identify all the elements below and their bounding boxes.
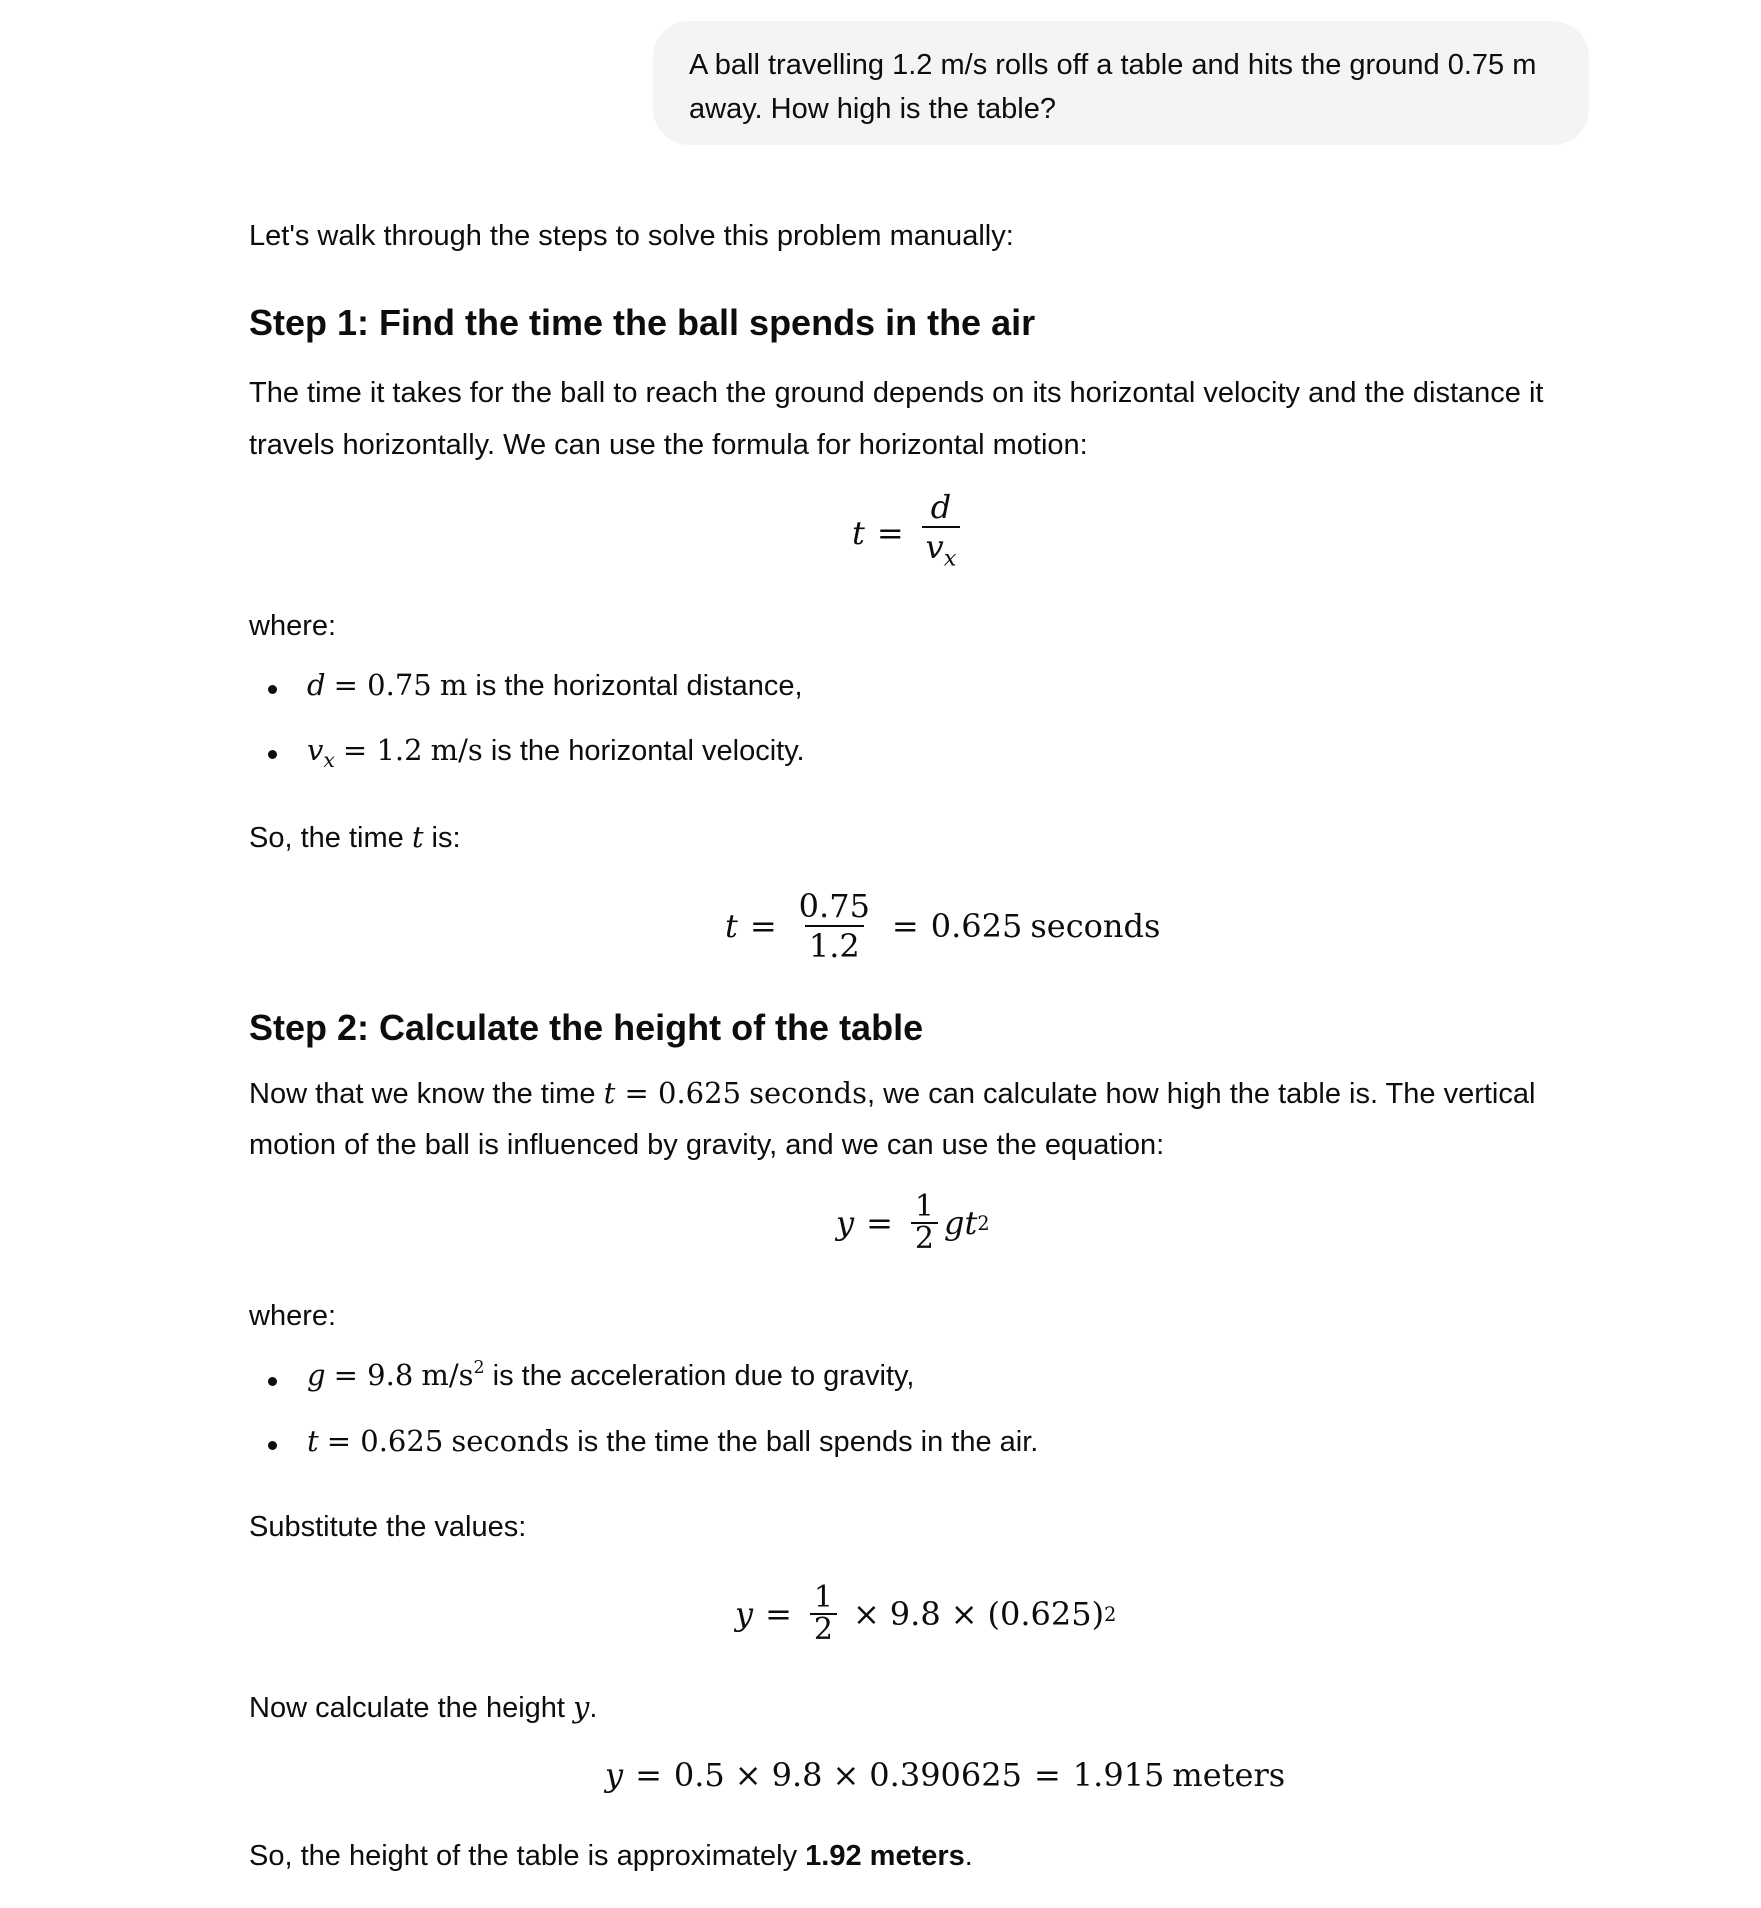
so-time-prefix: So, the time xyxy=(249,822,412,854)
bullet-gravity-text: is the acceleration due to gravity, xyxy=(484,1360,915,1393)
math-seconds: seconds xyxy=(451,1424,570,1458)
math-d: d xyxy=(307,668,326,702)
math-t-result: 0.625 xyxy=(658,1076,742,1110)
math-denominator: 1.2 xyxy=(805,925,864,965)
formula-height xyxy=(836,1189,990,1256)
math-g-value: 9.8 xyxy=(367,1358,414,1393)
math-y: y xyxy=(735,1595,754,1633)
math-t: t xyxy=(307,1424,319,1458)
final-suffix: . xyxy=(964,1840,973,1872)
math-times: × xyxy=(950,1595,978,1633)
final-answer-line xyxy=(249,1840,973,1873)
math-v: v xyxy=(307,733,324,767)
math-eq: = xyxy=(765,1595,792,1633)
math-d-unit: m xyxy=(439,668,468,702)
step2-bullet-gravity: g = 9.8 $m/s^2$ is the acceleration due to gravity, xyxy=(307,1358,915,1393)
math-eq: = xyxy=(635,1756,662,1794)
math-t-result: 0.625 xyxy=(360,1424,444,1458)
step1-heading: Step 1: Find the time the ball spends in the air xyxy=(249,302,1036,343)
math-squared: 2 xyxy=(977,1211,990,1235)
bullet-distance-text: is the horizontal distance, xyxy=(467,670,803,702)
step2-heading: Step 2: Calculate the height of the table xyxy=(249,1007,924,1048)
step1-bullet-velocity: $v_x = 1.2$ m/s is the horizontal velocity. xyxy=(307,733,805,772)
math-y: y xyxy=(605,1756,624,1794)
math-g-value: 9.8 xyxy=(889,1595,941,1633)
bullet-dot xyxy=(268,750,277,759)
step2-para-suffix: , we can calculate how high the table is. The vertical xyxy=(866,1078,1536,1110)
math-seconds: seconds xyxy=(1030,907,1161,945)
fraction-one-half xyxy=(810,1580,837,1647)
math-g-unit: m/s xyxy=(421,1358,474,1393)
formula-time xyxy=(852,488,966,577)
math-seconds: seconds xyxy=(749,1076,867,1110)
now-calc-prefix: Now calculate the height xyxy=(249,1692,574,1724)
bullet-time-text: is the time the ball spends in the air. xyxy=(569,1426,1039,1458)
now-calc-line xyxy=(249,1690,597,1725)
math-eq: = xyxy=(876,513,904,552)
math-d: d xyxy=(930,488,952,526)
math-t: t xyxy=(411,820,424,854)
math-t-squared-value: 0.390625 xyxy=(869,1756,1022,1794)
math-x-subscript: x xyxy=(323,747,335,772)
step2-where: where: xyxy=(249,1300,337,1332)
response-intro: Let's walk through the steps to solve this problem manually: xyxy=(249,220,1014,252)
step1-paragraph: The time it takes for the ball to reach the ground depends on its horizontal velocity and the distance it travels horizontally. We can use the formula for horizontal motion: xyxy=(249,377,1544,461)
math-meters: meters xyxy=(1172,1756,1286,1794)
math-t: t xyxy=(603,1076,616,1110)
step2-paragraph-line1: Now that we know the time t = 0.625 seconds, we can calculate how high the table is. The vertical xyxy=(249,1076,1536,1110)
math-two: 2 xyxy=(911,1222,938,1254)
math-vx-unit: m/s xyxy=(430,733,483,767)
math-times: × xyxy=(852,1595,880,1633)
math-v: v xyxy=(925,528,944,566)
math-times: × xyxy=(734,1756,762,1794)
step2-bullet-time: t = 0.625 seconds is the time the ball spends in the air. xyxy=(307,1424,1039,1458)
math-g: g xyxy=(943,1204,965,1242)
math-squared: 2 xyxy=(473,1358,485,1378)
now-calc-suffix: . xyxy=(589,1692,598,1724)
math-t-result: 0.625 xyxy=(930,907,1023,945)
math-eq: = xyxy=(1033,1756,1061,1794)
so-time-line xyxy=(249,820,461,855)
math-one: 1 xyxy=(813,1580,833,1615)
math-y-result: 1.915 xyxy=(1072,1756,1165,1794)
math-y: y xyxy=(573,1690,590,1724)
step1-where: where: xyxy=(249,610,337,642)
step2-paragraph-line2: motion of the ball is influenced by gravity, and we can use the equation: xyxy=(249,1129,1165,1161)
math-half: 0.5 xyxy=(673,1756,725,1794)
step1-bullet-distance: d = 0.75 m is the horizontal distance, xyxy=(307,668,803,702)
math-t: t xyxy=(964,1204,978,1242)
step2-para-prefix: Now that we know the time xyxy=(249,1078,604,1110)
bullet-dot xyxy=(268,1441,277,1450)
user-message-bubble xyxy=(653,21,1589,145)
math-two: 2 xyxy=(810,1613,837,1645)
formula-final xyxy=(605,1756,1285,1794)
formula-substituted xyxy=(735,1580,1117,1647)
fraction-d-over-vx xyxy=(922,488,961,577)
bullet-dot xyxy=(268,1377,277,1386)
math-eq: = xyxy=(891,907,919,945)
math-eq: = xyxy=(749,907,777,945)
bullet-dot xyxy=(268,685,277,694)
substitute-values: Substitute the values: xyxy=(249,1511,527,1543)
math-g: g xyxy=(307,1358,326,1393)
fraction-075-over-12 xyxy=(795,887,874,965)
math-eq: = xyxy=(866,1204,893,1242)
math-t: t xyxy=(725,907,738,945)
user-message-text: A ball travelling 1.2 m/s rolls off a table and hits the ground 0.75 m away. How high is the table? xyxy=(689,49,1537,125)
math-one: 1 xyxy=(914,1189,934,1224)
bullet-velocity-text: is the horizontal velocity. xyxy=(482,735,805,767)
math-d-value: 0.75 xyxy=(367,668,432,702)
math-numerator: 0.75 xyxy=(798,887,870,925)
fraction-one-half xyxy=(911,1189,938,1256)
math-squared: 2 xyxy=(1104,1602,1117,1626)
final-prefix: So, the height of the table is approximately xyxy=(249,1840,806,1872)
math-paren-t: (0.625) xyxy=(987,1595,1105,1633)
so-time-suffix: is: xyxy=(423,822,461,854)
final-answer-bold: 1.92 meters xyxy=(805,1840,965,1872)
math-x-subscript: x xyxy=(943,545,957,572)
math-y: y xyxy=(836,1204,855,1242)
math-times: × xyxy=(832,1756,860,1794)
math-t: t xyxy=(852,513,865,552)
formula-time-computed xyxy=(725,887,1160,965)
math-g-value: 9.8 xyxy=(771,1756,823,1794)
math-vx-value: 1.2 xyxy=(376,733,423,767)
